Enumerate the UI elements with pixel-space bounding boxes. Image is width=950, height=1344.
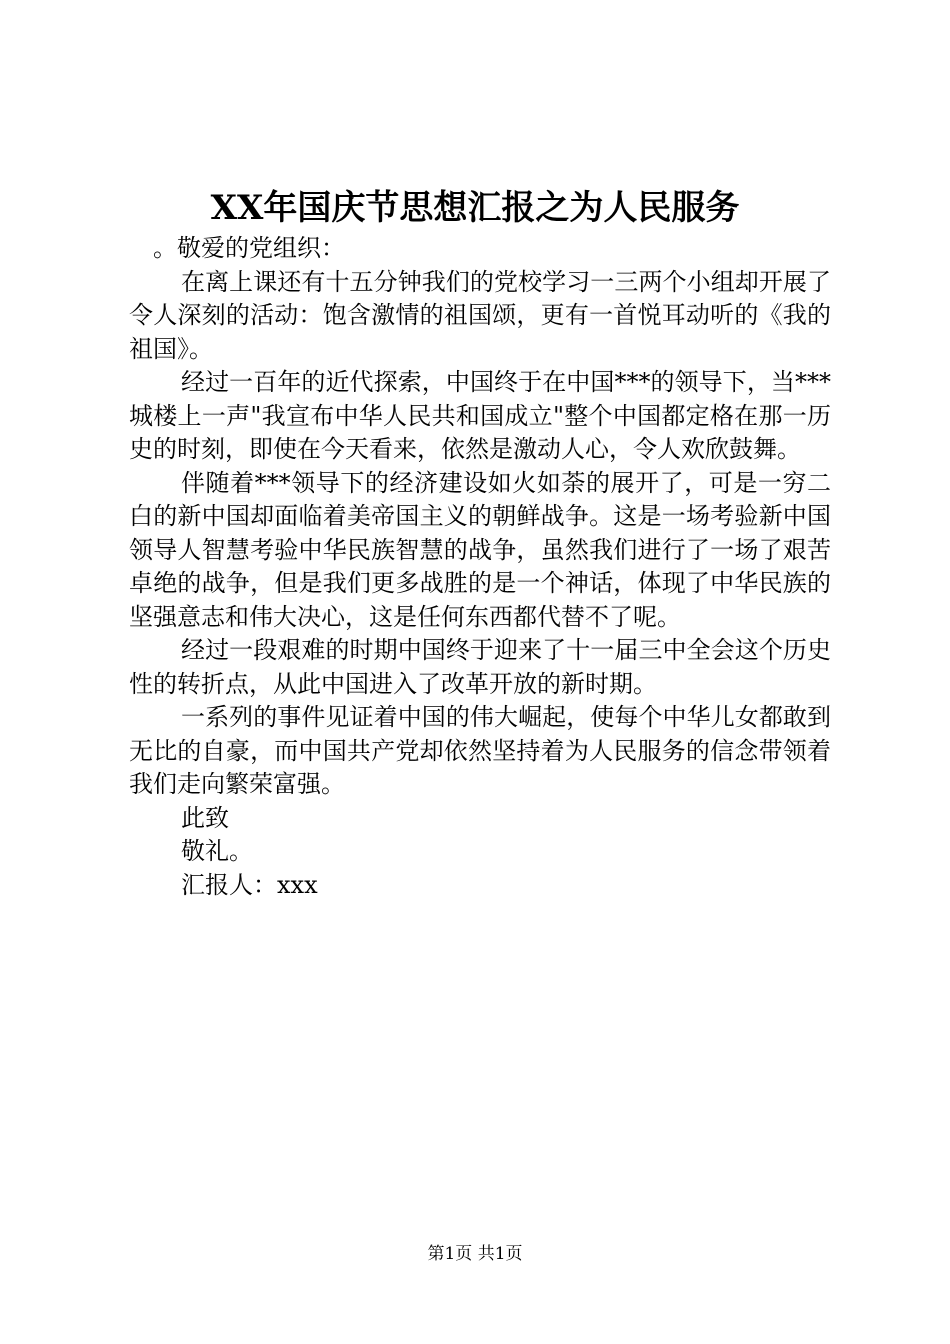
document-body bbox=[129, 232, 831, 902]
paragraph-1: 在离上课还有十五分钟我们的党校学习一三两个小组却开展了令人深刻的活动：饱含激情的祖国颂，更有一首悦耳动听的《我的祖国》。 bbox=[129, 267, 831, 363]
document-title: XX年国庆节思想汇报之为人民服务 bbox=[210, 188, 740, 228]
paragraph-3: 伴随着***领导下的经济建设如火如荼的展开了，可是一穷二白的新中国却面临着美帝国主义的朝鲜战争。这是一场考验新中国领导人智慧考验中华民族智慧的战争，虽然我们进行了一场了艰苦卓绝的战争，但是我们更多战胜的是一个神话，体现了中华民族的坚强意志和伟大决心，这是任何东西都代替不了呢。 bbox=[129, 468, 831, 631]
paragraph-4: 经过一段艰难的时期中国终于迎来了十一届三中全会这个历史性的转折点，从此中国进入了改革开放的新时期。 bbox=[129, 636, 831, 698]
salutation: 。敬爱的党组织： bbox=[153, 234, 345, 262]
reporter-line: 汇报人：xxx bbox=[181, 870, 318, 899]
closing-line-2: 敬礼。 bbox=[181, 837, 253, 865]
paragraph-5: 一系列的事件见证着中国的伟大崛起，使每个中华儿女都敢到无比的自豪，而中国共产党却依然坚持着为人民服务的信念带领着我们走向繁荣富强。 bbox=[129, 703, 831, 798]
closing-line-1: 此致 bbox=[181, 803, 229, 832]
paragraph-2: 经过一百年的近代探索，中国终于在中国***的领导下，当***城楼上一声"我宣布中华人民共和国成立"整个中国都定格在那一历史的时刻，即使在今天看来，依然是激动人心，令人欢欣鼓舞。 bbox=[129, 368, 831, 463]
page-footer: 第1页 共1页 bbox=[427, 1244, 523, 1264]
